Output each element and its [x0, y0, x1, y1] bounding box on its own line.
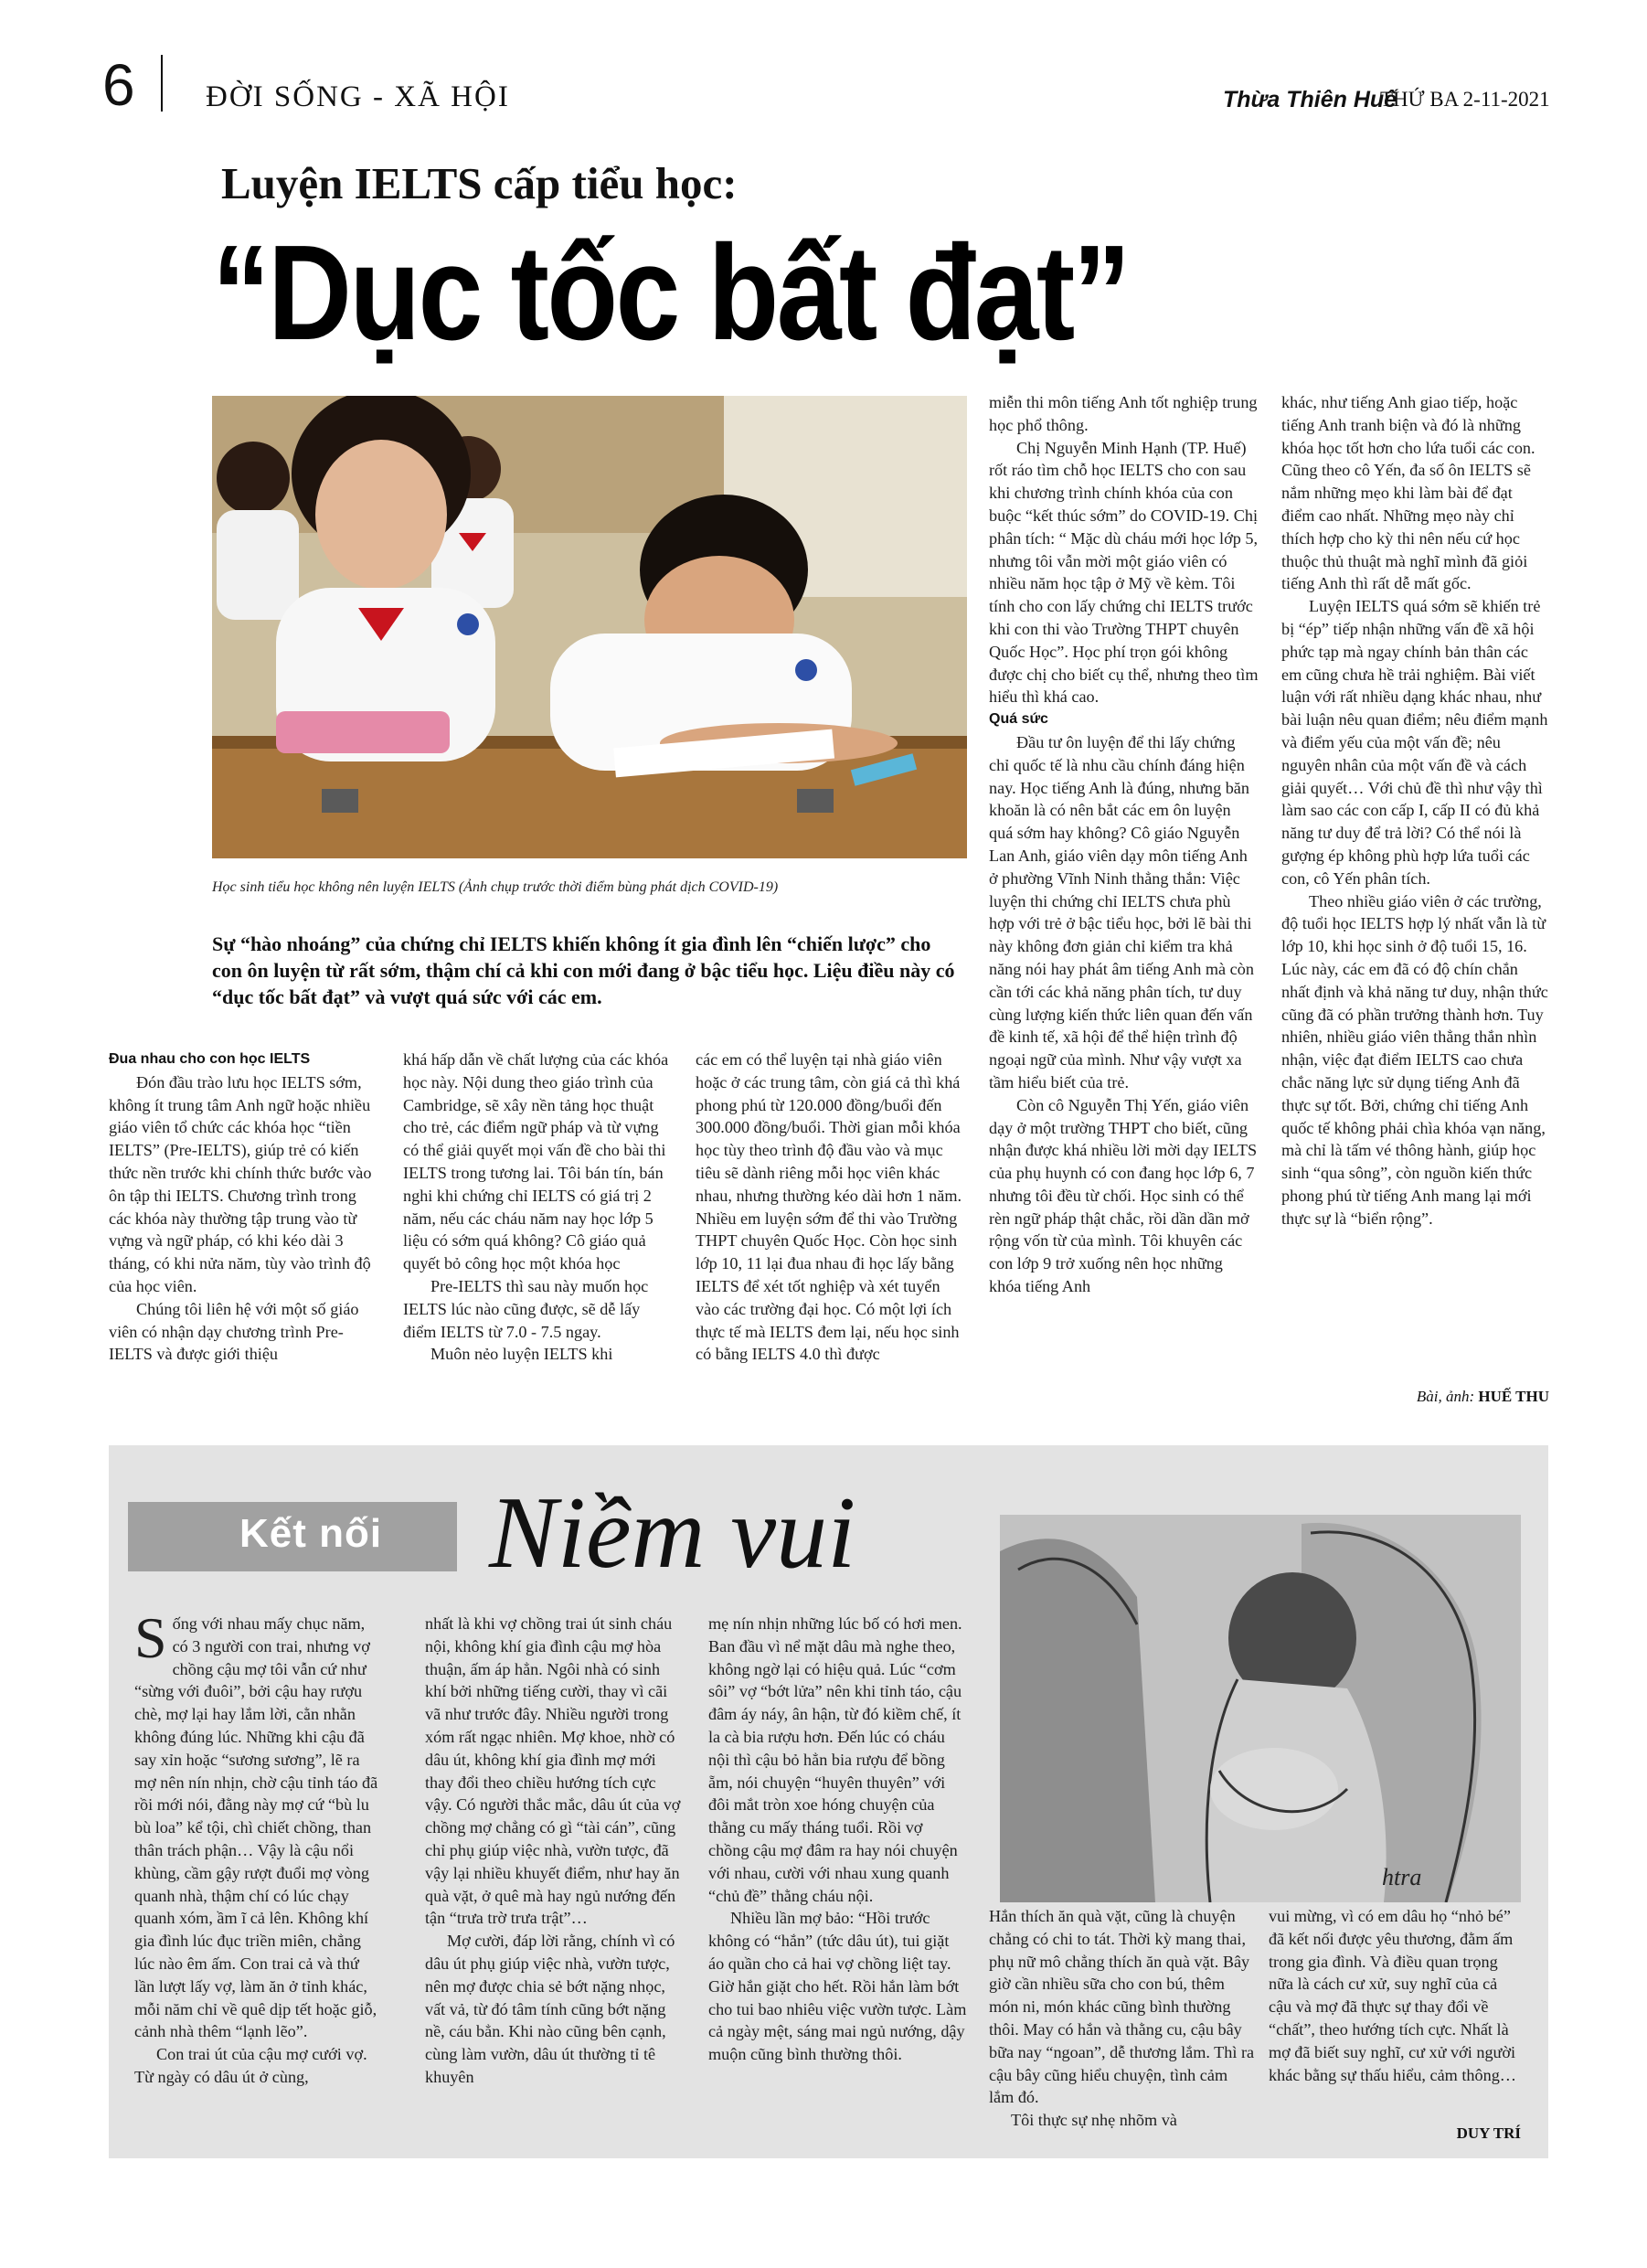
paragraph: Theo nhiều giáo viên ở các trường, độ tuổi học IELTS hợp lý nhất vẫn là từ lớp 10, khi học sinh ở độ tuổi 15, 16. Lúc này, các em đã có độ chín chắn nhất định và khả năng tư duy, nhận thức cũng đã có phần trưởng thành hơn. Tuy nhiên, nhiều giáo viên thẳng thắn nhìn nhận, việc đạt điểm IELTS cao chưa chắc năng lực sử dụng tiếng Anh đã thực sự tốt. Bởi, chứng chỉ tiếng Anh quốc tế không phải chìa khóa vạn năng, mà chỉ là tấm vé thông hành, giúp học sinh “qua sông”, còn nguồn kiến thức phong phú từ tiếng Anh mang lại mới thực sự là “biển rộng”. — [1281, 891, 1548, 1228]
paragraph: các em có thể luyện tại nhà giáo viên hoặc ở các trung tâm, còn giá cả thì khá phong phú từ 120.000 đồng/buổi đến 300.000 đồng/buổi. Thời gian mỗi khóa học tùy theo trình độ đầu vào và mục tiêu sẽ dành riêng mỗi học viên khác nhau, nhưng thường kéo dài hơn 1 năm. Nhiều em luyện sớm để thi vào Trường THPT chuyên Quốc Học. Còn học sinh lớp 10, 11 lại đua nhau đi học lấy bằng IELTS để xét tốt nghiệp và xét tuyển vào các trường đại học. Có một lợi ích thực tế mà IELTS đem lại, nếu học sinh có bằng IELTS 4.0 thì được — [696, 1050, 962, 1364]
paragraph: Luyện IELTS quá sớm sẽ khiến trẻ bị “ép” tiếp nhận những vấn đề xã hội phức tạp mà ngay chính bản thân các em cũng chưa hề trải nghiệm. Bài viết luận với rất nhiều dạng khác nhau, như bài luận nêu quan điểm; nêu điểm mạnh và điểm yếu của một vấn đề; nêu nguyên nhân của một vấn đề và cách giải quyết… Với chủ đề thì như vậy thì làm sao các con cấp I, cấp II có đủ khả năng tư duy để trả lời? Có thể nói là gượng ép không phù hợp lứa tuổi các con, cô Yến phân tích. — [1281, 597, 1548, 888]
paragraph: Chúng tôi liên hệ với một số giáo viên có nhận dạy chương trình Pre-IELTS và được giới thiệu — [109, 1299, 359, 1364]
header-divider — [161, 55, 163, 112]
section-name: ĐỜI SỐNG - XÃ HỘI — [206, 80, 510, 113]
article-byline — [1281, 1388, 1549, 1406]
family-illustration — [1000, 1515, 1521, 1902]
paragraph: Chị Nguyễn Minh Hạnh (TP. Huế) rốt ráo tìm chỗ học IELTS cho con sau khi chương trình chính khóa của con buộc “kết thúc sớm” do COVID-19. Chị phân tích: “ Mặc dù cháu mới học lớp 5, nhưng tôi vẫn mời một giáo viên có nhiều năm học tập ở Mỹ về kèm. Tôi tính cho con lấy chứng chỉ IELTS trước khi con thi vào Trường THPT chuyên Quốc Học”. Học phí trọn gói không được chị cho biết cụ thể, nhưng theo tìm hiểu thì khá cao. — [989, 438, 1259, 707]
issue-date: THỨ BA 2-11-2021 — [1380, 88, 1550, 111]
article-column-3 — [696, 1049, 968, 1423]
article-column-1 — [109, 1049, 382, 1423]
paragraph: Còn cô Nguyễn Thị Yến, giáo viên dạy ở một trường THPT cho biết, cũng nhận được khá nhiều lời mời dạy IELTS của phụ huynh có con đang học lớp 6, 7 nhưng tôi đều từ chối. Học sinh có thể rèn ngữ pháp thật chắc, rồi dần dần mở rộng vốn từ của mình. Tôi khuyên các con lớp 9 trở xuống nên học những khóa tiếng Anh — [989, 1095, 1258, 1296]
paragraph: khác, như tiếng Anh giao tiếp, hoặc tiếng Anh tranh biện và đó là những khóa học tốt hơn cho lứa tuổi các con. Cũng theo cô Yến, đa số ôn IELTS sẽ nắm những mẹo khi làm bài để đạt điểm cao nhất. Những mẹo này chỉ thích hợp cho kỳ thi nên nếu cứ học thuộc thủ thuật mà nghĩ mình đã giỏi tiếng Anh thì rất dễ mất gốc. — [1281, 393, 1535, 593]
byline-name: HUẾ THU — [1478, 1388, 1549, 1405]
page-number: 6 — [102, 52, 135, 118]
box-byline — [1269, 2124, 1521, 2143]
paragraph: nhất là khi vợ chồng trai út sinh cháu nội, không khí gia đình cậu mợ hòa thuận, ấm áp hẳn. Ngôi nhà có sinh khí bởi những tiếng cười, thay vì cãi vã như trước đây. Nhiều người trong xóm rất ngạc nhiên. Mợ khoe, nhờ có dâu út, không khí gia đình mợ mới thay đổi theo chiều hướng tích cực vậy. Có người thắc mắc, dâu út của vợ chồng mợ chẳng có gì “tài cán”, cũng chỉ phụ giúp việc nhà, vườn tược, đã vậy lại nhiều khuyết điểm, như hay ăn quà vặt, ở quê mà hay ngủ nướng đến tận “trưa trờ trưa trật”… — [425, 1614, 681, 1928]
paragraph: khá hấp dẫn về chất lượng của các khóa học này. Nội dung theo giáo trình của Cambridge, sẽ xây nền tảng học thuật cho trẻ, các điểm ngữ pháp và từ vựng có thể giải quyết mọi vấn đề cho bài thi IELTS trong tương lai. Tôi bán tín, bán nghi khi chứng chỉ IELTS có giá trị 2 năm, nếu các cháu năm nay học lớp 5 liệu có sớm quá không? Cô giáo quả quyết bỏ công học một khóa học — [403, 1050, 669, 1273]
paragraph: Pre-IELTS thì sau này muốn học IELTS lúc nào cũng được, sẽ dễ lấy điểm IELTS từ 7.0 - 7.5 ngay. — [403, 1276, 649, 1341]
newspaper-name: Thừa Thiên Huế — [1223, 87, 1397, 112]
paragraph: miễn thi môn tiếng Anh tốt nghiệp trung học phổ thông. — [989, 393, 1258, 434]
article-headline: “Dục tốc bất đạt” — [212, 218, 1129, 368]
paragraph: Tôi thực sự nhẹ nhõm và — [1011, 2111, 1177, 2130]
subheading: Đua nhau cho con học IELTS — [109, 1051, 311, 1067]
paragraph: mẹ nín nhịn những lúc bố có hơi men. Ban đầu vì nể mặt dâu mà nghe theo, không ngờ lại có hiệu quả. Lúc “cơm sôi” vợ “bớt lửa” nên khi tỉnh táo, cậu đâm áy náy, ân hận, từ đó kiềm chế, ít la cà bia rượu hơn. Đến lúc có cháu nội thì cậu bỏ hẳn bia rượu để bồng ẵm, nói chuyện “huyên thuyên” với đôi mắt tròn xoe hóng chuyện của thằng cu mấy tháng tuổi. Rồi vợ chồng cậu mợ đâm ra hay nói chuyện với nhau, cười với nhau xung quanh “chủ đề” thằng cháu nội. — [708, 1614, 962, 1905]
box-tab-label: Kết nối — [239, 1511, 383, 1556]
subheading: Quá sức — [989, 711, 1048, 728]
paragraph: Mợ cười, đáp lời rằng, chính vì có dâu út phụ giúp việc nhà, vườn tược, nên mợ được chia sẻ bớt nặng nhọc, vất vả, từ đó tâm tính cũng bớt nặng nề, cáu bẳn. Khi nào cũng bên cạnh, cùng làm vườn, dâu út thường tỉ tê khuyên — [425, 1932, 675, 2086]
box-column-3 — [708, 1613, 967, 2143]
article-photo — [212, 396, 967, 858]
paragraph — [134, 1613, 378, 2043]
paragraph-text: ống với nhau mấy chục năm, có 3 người con trai, nhưng vợ chồng cậu mợ tôi vẫn cứ như “sừng với đuôi”, bởi cậu hay rượu chè, mợ lại hay lắm lời, cằn nhằn không đúng lúc. Những khi cậu đã say xỉn hoặc “sương sương”, lẽ ra mợ nên nín nhịn, chờ cậu tỉnh táo đã rồi mới nói, đằng này mợ cứ “bù lu bù loa” kể tội, chì chiết chồng, than thân trách phận… Vậy là cậu nổi khùng, cầm gậy rượt đuổi mợ vòng quanh nhà, thậm chí có lúc chạy quanh xóm, ầm ĩ cả lên. Không khí gia đình lúc đục triền miên, chẳng lúc nào êm ấm. Con trai cả và thứ lần lượt lấy vợ, làm ăn ở tỉnh khác, mỗi năm chỉ về quê dịp tết hoặc giỗ, cảnh nhà thêm “lạnh lẽo”. — [134, 1614, 378, 2041]
box-column-1 — [134, 1613, 378, 2143]
article-lead: Sự “hào nhoáng” của chứng chỉ IELTS khiến không ít gia đình lên “chiến lược” cho con ôn luyện từ rất sớm, thậm chí cả khi con mới đang ở bậc tiểu học. Liệu điều này có “dục tốc bất đạt” và vượt quá sức với các em. — [212, 932, 955, 1008]
article-column-4 — [989, 391, 1259, 1412]
paragraph: Nhiều lần mợ bảo: “Hồi trước không có “hắn” (tức dâu út), tui giặt áo quần cho cả hai vợ chồng liệt tay. Giờ hắn giặt cho hết. Rồi hắn làm bớt cho tui bao nhiêu việc vườn tược. Làm cả ngày mệt, sáng mai ngủ nướng, dậy muộn cũng bình thường thôi. — [708, 1909, 967, 2064]
paragraph: Con trai út của cậu mợ cưới vợ. Từ ngày có dâu út ở cùng, — [134, 2045, 367, 2086]
drop-cap: S — [134, 1613, 167, 1670]
box-column-5 — [1269, 1905, 1521, 2124]
article-column-2 — [403, 1049, 675, 1423]
article-column-5 — [1281, 391, 1549, 1379]
box-byline-name: DUY TRÍ — [1456, 2124, 1521, 2142]
box-column-4 — [989, 1905, 1256, 2145]
box-title: Niềm vui — [489, 1476, 856, 1590]
family-sketch — [1000, 1515, 1521, 1902]
illustration-signature: htra — [1382, 1864, 1422, 1890]
article-kicker: Luyện IELTS cấp tiểu học: — [221, 158, 738, 208]
paragraph: Muôn nẻo luyện IELTS khi — [430, 1345, 613, 1364]
paragraph: vui mừng, vì có em dâu họ “nhỏ bé” đã kết nối được yêu thương, đằm ấm trong gia đình. Và điều quan trọng nữa là cách cư xử, suy nghĩ của cả cậu và mợ đã thực sự thay đổi về “chất”, theo hướng tích cực. Nhất là mợ đã biết suy nghĩ, cư xử với người khác bằng sự thấu hiểu, cảm thông… — [1269, 1907, 1516, 2084]
paragraph: Hắn thích ăn quà vặt, cũng là chuyện chẳng có chi to tát. Thời kỳ mang thai, phụ nữ mô chẳng thích ăn quà vặt. Bây giờ cần nhiều sữa cho con bú, thêm món ni, món khác cũng bình thường thôi. May có hắn và thằng cu, cậu bây bữa nay “ngoan”, dễ thương lắm. Thì ra cậu bây cũng hiểu chuyện, tình cảm lắm đó. — [989, 1907, 1255, 2107]
paragraph: Đầu tư ôn luyện để thi lấy chứng chỉ quốc tế là nhu cầu chính đáng hiện nay. Học tiếng Anh là đúng, nhưng băn khoăn là có nên bắt các em ôn luyện quá sớm hay không? Cô giáo Nguyễn Lan Anh, giáo viên dạy môn tiếng Anh ở phường Vĩnh Ninh thẳng thắn: Việc luyện thi chứng chỉ IELTS chưa phù hợp với trẻ ở bậc tiểu học, bởi lẽ bài thi này không đơn giản chỉ kiểm tra khả năng nói hay phát âm tiếng Anh mà còn cần tới các khả năng phân tích, tư duy cùng lượng kiến thức liên quan đến vấn đề kinh tế, xã hội để thể hiện trình độ ngoại ngữ của mình. Như vậy vượt xa tầm hiểu biết của trẻ. — [989, 732, 1254, 1091]
box-column-2 — [425, 1613, 681, 2143]
photo-caption: Học sinh tiểu học không nên luyện IELTS (Ảnh chụp trước thời điểm bùng phát dịch COVID-19) — [212, 879, 779, 895]
paragraph: Đón đầu trào lưu học IELTS sớm, không ít trung tâm Anh ngữ hoặc nhiều giáo viên tổ chức các khóa học “tiền IELTS” (Pre-IELTS), giúp trẻ có kiến thức nền trước khi chính thức bước vào ôn tập thi IELTS. Chương trình trong các khóa này thường tập trung vào từ vựng và ngữ pháp, có khi kéo dài 3 tháng, có khi nửa năm, tùy vào trình độ của học viên. — [109, 1072, 372, 1295]
classroom-photo-illustration — [212, 396, 967, 858]
byline-label: Bài, ảnh: — [1416, 1388, 1475, 1405]
